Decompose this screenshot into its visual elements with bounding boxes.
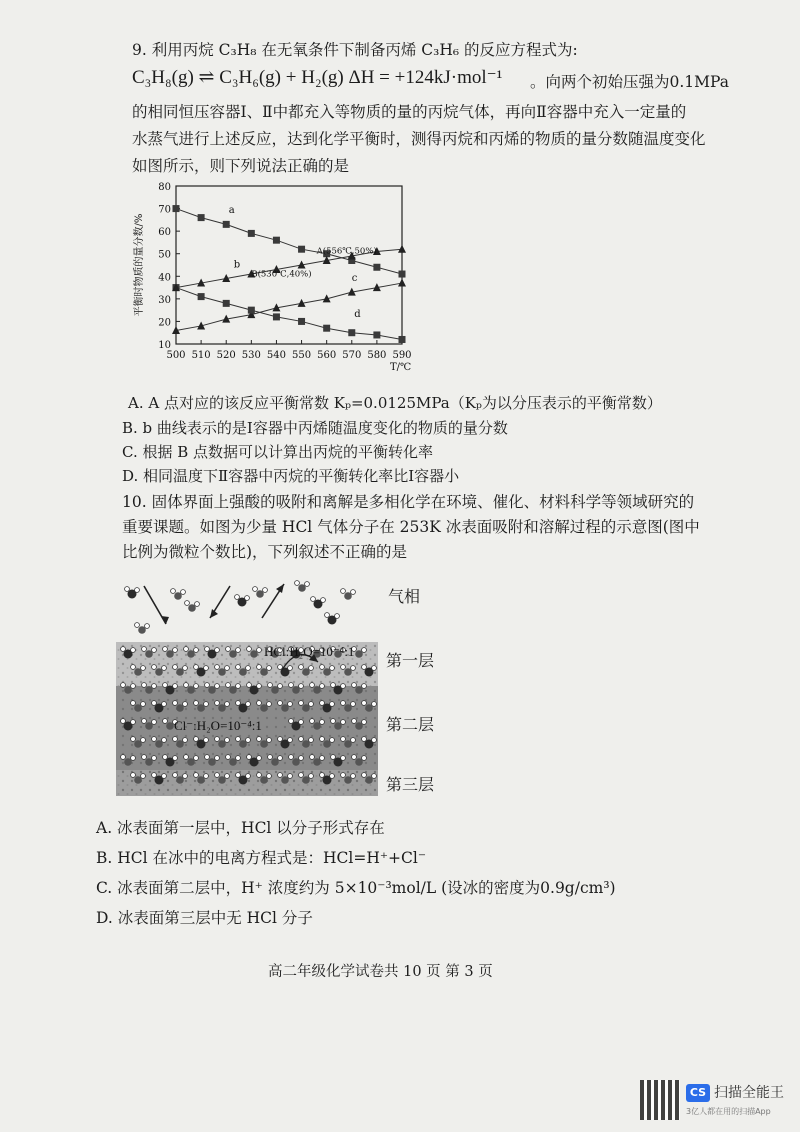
camscanner-logo: CS [686,1084,710,1102]
square-marker [298,318,305,325]
page-footer: 高二年级化学试卷共 10 页 第 3 页 [268,964,493,980]
x-tick-label: 580 [367,350,387,361]
gas-molecule [135,623,150,634]
x-tick-label: 590 [392,350,412,361]
q10-stem-line2: 重要课题。如图为少量 HCl 气体分子在 253K 冰表面吸附和溶解过程的示意图(图中 [122,518,700,536]
q9-stem-line5: 如图所示，则下列说法正确的是 [132,157,350,175]
q9-option-b: B. b 曲线表示的是Ⅰ容器中丙烯随温度变化的物质的量分数 [122,419,508,437]
square-marker [373,264,380,271]
q10-option-b: B. HCl 在冰中的电离方程式是：HCl=H⁺+Cl⁻ [96,849,427,867]
y-tick-label: 10 [158,340,171,351]
square-marker [198,293,205,300]
q10-option-a: A. 冰表面第一层中，HCl 以分子形式存在 [96,819,385,837]
square-marker [399,271,406,278]
x-tick-label: 560 [317,350,337,361]
gas-molecule [311,597,326,609]
y-tick-label: 80 [158,182,171,193]
y-axis-label: 平衡时物质的量分数/% [134,213,145,317]
x-tick-label: 510 [191,350,211,361]
y-tick-label: 70 [158,204,171,216]
q10-option-d: D. 冰表面第三层中无 HCl 分子 [96,909,313,927]
annotation-label: d [354,308,361,320]
triangle-marker [398,245,406,253]
gas-molecule [325,613,340,625]
gas-molecule [341,589,356,600]
x-tick-label: 570 [342,350,362,361]
annotation-label: B(530℃,40%) [251,269,312,280]
x-tick-label: 530 [241,350,261,361]
q9-option-a: A. A 点对应的该反应平衡常数 Kₚ=0.0125MPa（Kₚ为以分压表示的平衡常数） [128,394,662,412]
scanner-tagline: 3亿人都在用的扫描App [686,1107,771,1116]
gas-molecule [253,587,268,598]
triangle-marker [398,279,406,287]
y-tick-label: 50 [158,249,171,261]
annotation-label: c [351,272,358,284]
square-marker [323,325,330,332]
square-marker [273,237,280,244]
series-line-d [176,288,402,340]
q9-equation: C₃H₈(g) ⇌ C₃H₆(g) + H₂(g) ΔH = +124kJ·mol⁻¹ [132,67,503,88]
x-axis-label: T/℃ [390,362,412,373]
gas-molecule [295,581,310,592]
scanner-app-name: 扫描全能王 [714,1085,784,1101]
gas-molecule [185,601,200,612]
square-marker [198,214,205,221]
y-tick-label: 30 [158,294,171,306]
annotation-label: a [228,205,235,217]
annotation-label: A(556℃,50%) [316,246,377,257]
square-marker [248,307,255,314]
x-tick-label: 500 [166,350,186,361]
square-marker [273,313,280,320]
square-marker [223,300,230,307]
q9-stem-line1: 9. 利用丙烷 C₃H₈ 在无氧条件下制备丙烯 C₃H₆ 的反应方程式为: [132,41,578,59]
q10-stem-line1: 10. 固体界面上强酸的吸附和离解是多相化学在环境、催化、材料科学等领域研究的 [122,493,695,511]
y-tick-label: 20 [158,317,171,329]
equilibrium-chart [128,178,418,383]
q9-stem-line4: 水蒸气进行上述反应，达到化学平衡时，测得丙烷和丙烯的物质的量分数随温度变化 [132,130,706,148]
square-marker [298,246,305,253]
gas-molecule [171,589,186,600]
layer2-label: 第二层 [386,715,435,734]
q10-option-c: C. 冰表面第二层中，H⁺ 浓度约为 5×10⁻³mol/L (设冰的密度为0.9g/cm³) [96,879,616,897]
layer1-label: 第一层 [386,651,435,670]
series-line-a [176,209,402,274]
ice-surface-figure [112,572,382,800]
layer3-label: 第三层 [386,775,435,794]
q10-stem-line3: 比例为微粒个数比)，下列叙述不正确的是 [122,543,408,561]
x-tick-label: 550 [292,350,312,361]
square-marker [348,329,355,336]
y-tick-label: 60 [158,227,171,239]
x-tick-label: 540 [266,350,286,361]
q9-option-c: C. 根据 B 点数据可以计算出丙烷的平衡转化率 [122,443,434,461]
gas-molecule [125,587,140,599]
gas-phase-label: 气相 [388,587,421,606]
y-tick-label: 40 [158,272,171,284]
ratio-layer2: Cl⁻:H₂O=10⁻⁴:1 [174,718,262,733]
x-tick-label: 520 [216,350,236,361]
annotation-label: b [233,259,241,271]
q9-stem-line3: 的相同恒压容器Ⅰ、Ⅱ中都充入等物质的量的丙烷气体，再向Ⅱ容器中充入一定量的 [132,103,687,121]
square-marker [223,221,230,228]
q9-option-d: D. 相同温度下Ⅱ容器中丙烷的平衡转化率比Ⅰ容器小 [122,467,460,485]
square-marker [399,336,406,343]
q9-equation-tail: 。向两个初始压强为0.1MPa [530,73,729,91]
series-line-c [176,283,402,330]
ratio-layer1: HCl:H₂O=10⁻⁴:1 [264,644,355,659]
square-marker [248,230,255,237]
square-marker [373,331,380,338]
qr-code-icon [640,1080,680,1120]
square-marker [173,205,180,212]
scanner-watermark [640,1080,790,1122]
gas-molecule [235,595,250,607]
